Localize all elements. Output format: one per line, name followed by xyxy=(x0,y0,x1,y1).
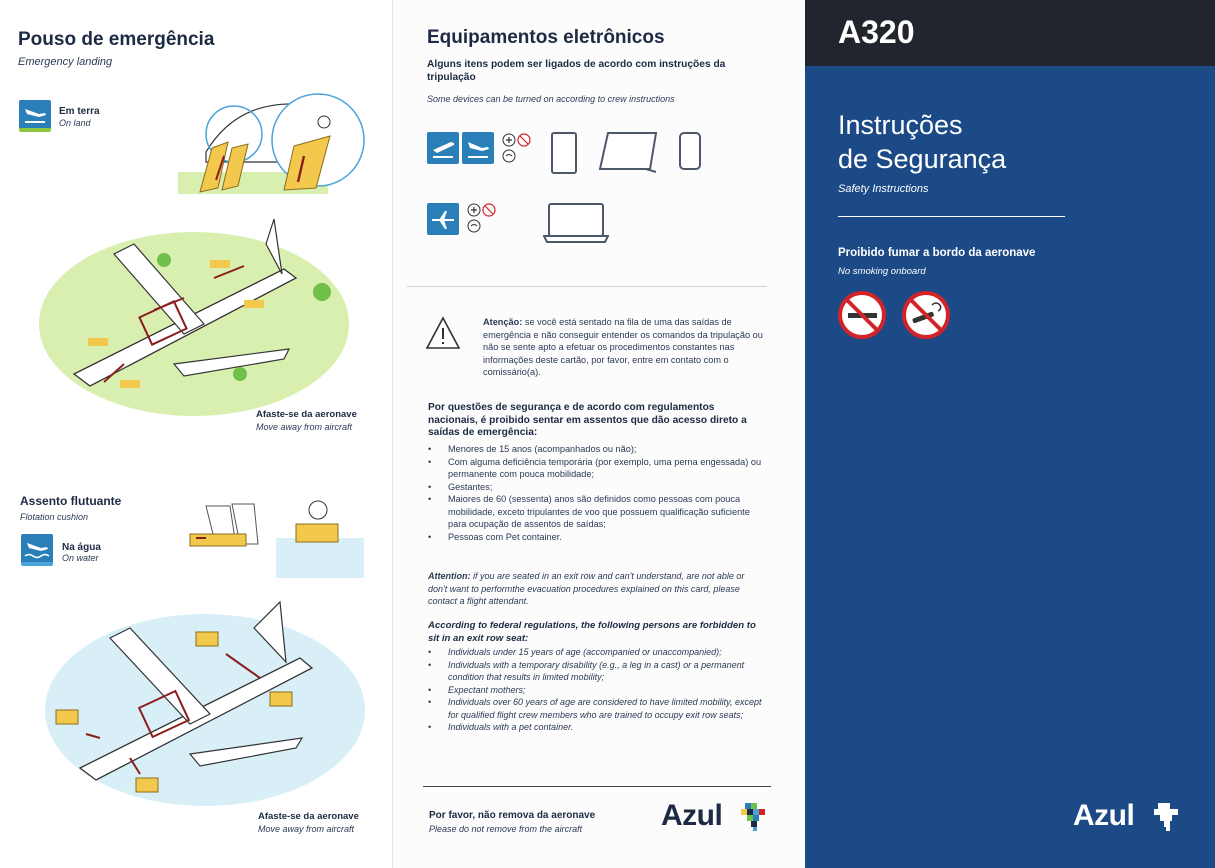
azul-logo: Azul xyxy=(661,799,723,832)
no-smoking-label: Proibido fumar a bordo da aeronave xyxy=(838,247,1036,259)
attention-en-label: Attention: xyxy=(428,571,471,581)
brazil-map-logo-icon xyxy=(1152,801,1184,833)
aircraft-model: A320 xyxy=(838,14,915,50)
plane-landing-icon xyxy=(21,534,53,566)
plane-evacuation-land-illustration xyxy=(34,214,354,418)
flotation-subtitle: Flotation cushion xyxy=(20,512,89,522)
move-away-label-2: Afaste-se da aeronave xyxy=(258,811,359,822)
list-item: • Individuals with a pet container. xyxy=(428,721,766,734)
move-away-label-1: Afaste-se da aeronave xyxy=(256,409,357,420)
electronics-title: Equipamentos eletrônicos xyxy=(427,27,665,48)
emergency-landing-title: Pouso de emergência xyxy=(18,29,215,50)
divider xyxy=(838,216,1065,217)
rules-en-list xyxy=(428,646,766,734)
no-vaping-icon xyxy=(902,291,950,339)
list-item: • Maiores de 60 (sessenta) anos são definidos como pessoas com pouca mobilidade, exceto tripulantes de voo que possuem qualificação suficiente para ocupação de assentos de saídas; xyxy=(428,493,766,531)
rules-pt-list xyxy=(428,443,766,543)
tablet-icon xyxy=(598,131,660,173)
attention-en-text xyxy=(428,570,762,608)
divider xyxy=(423,786,771,787)
move-away-sublabel-2: Move away from aircraft xyxy=(258,824,355,834)
warning-icon xyxy=(425,316,461,350)
cover-title xyxy=(838,108,1006,176)
list-item: • Com alguma deficiência temporária (por exemplo, uma perna engessada) ou permanente com pouca mobilidade; xyxy=(428,456,766,481)
attention-en-body: if you are seated in an exit row and can't understand, are not able or don't want to performthe evacuation procedures explained on this card, please contact a flight attendant. xyxy=(428,571,745,606)
emergency-landing-subtitle: Emergency landing xyxy=(18,56,113,68)
laptop-icon xyxy=(543,202,609,244)
on-water-label: Na água xyxy=(62,542,101,553)
airplane-mode-wifi-icons xyxy=(467,203,499,235)
evacuation-slides-illustration xyxy=(176,92,368,196)
cover-title-line1: Instruções xyxy=(838,110,963,140)
devices-subheading: Some devices can be turned on according to crew instructions xyxy=(427,94,675,104)
plane-landing-icon xyxy=(19,100,51,132)
phone-icon xyxy=(551,132,577,174)
airplane-mode-wifi-icons xyxy=(502,133,534,165)
footer-pt: Por favor, não remova da aeronave xyxy=(429,810,596,821)
flotation-cushion-illustration xyxy=(186,498,366,582)
attention-pt-body: se você está sentado na fila de uma das saídas de emergência e não conseguir entender os comandos da tripulação ou não se sente apto a efetuar os procedimentos constantes nas informações deste cartão, por favor, entre em contato com o comissário(a). xyxy=(483,317,763,377)
divider xyxy=(407,286,767,287)
smartwatch-icon xyxy=(679,132,701,170)
on-land-sublabel: On land xyxy=(59,118,91,128)
rules-pt-heading: Por questões de segurança e de acordo com regulamentos nacionais, é proibido sentar em assentos que dão acesso direto a saídas de emergência: xyxy=(428,402,747,438)
emergency-landing-panel xyxy=(0,0,392,868)
list-item: • Gestantes; xyxy=(428,481,766,494)
no-smoking-icon xyxy=(838,291,886,339)
rules-en-heading: According to federal regulations, the following persons are forbidden to sit in an exit row seat: xyxy=(428,620,756,644)
plane-takeoff-icon xyxy=(427,132,459,164)
list-item: • Individuals under 15 years of age (accompanied or unaccompanied); xyxy=(428,646,766,659)
attention-pt-text xyxy=(483,316,769,379)
devices-heading: Alguns itens podem ser ligados de acordo com instruções da tripulação xyxy=(427,59,726,83)
cover-panel xyxy=(805,0,1215,868)
list-item: • Pessoas com Pet container. xyxy=(428,531,766,544)
plane-evacuation-water-illustration xyxy=(40,598,370,810)
plane-landing-icon xyxy=(462,132,494,164)
azul-logo: Azul xyxy=(1073,799,1135,832)
list-item: • Expectant mothers; xyxy=(428,684,766,697)
move-away-sublabel-1: Move away from aircraft xyxy=(256,422,353,432)
brazil-map-logo-icon xyxy=(739,801,771,833)
list-item: • Individuals with a temporary disability (e.g., a leg in a cast) or a permanent condition that results in limited mobility; xyxy=(428,659,766,684)
electronic-devices-panel xyxy=(392,0,806,868)
attention-pt-label: Atenção: xyxy=(483,317,523,327)
cover-title-line2: de Segurança xyxy=(838,144,1007,174)
list-item: • Individuals over 60 years of age are considered to have limited mobility, except for qualified flight crew members who are trained to occupy exit row seats; xyxy=(428,696,766,721)
list-item: • Menores de 15 anos (acompanhados ou não); xyxy=(428,443,766,456)
on-land-label: Em terra xyxy=(59,106,100,117)
on-water-sublabel: On water xyxy=(62,553,99,563)
footer-en: Please do not remove from the aircraft xyxy=(429,824,583,834)
no-smoking-sublabel: No smoking onboard xyxy=(838,266,926,277)
cover-subtitle: Safety Instructions xyxy=(838,183,929,195)
plane-cruise-icon xyxy=(427,203,459,235)
flotation-title: Assento flutuante xyxy=(20,494,122,508)
